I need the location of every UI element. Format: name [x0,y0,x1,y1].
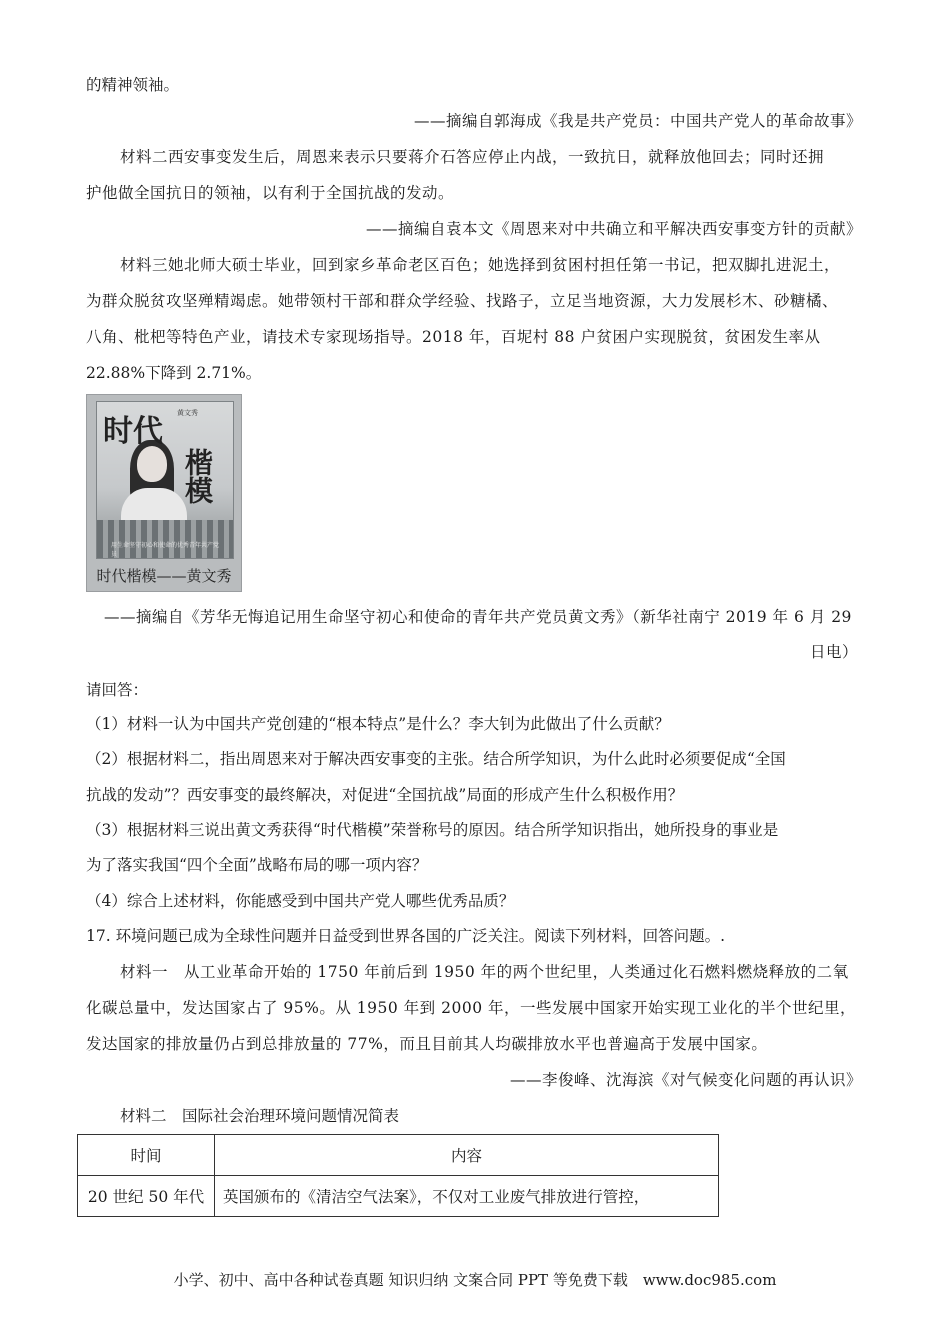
material-3-line: 为群众脱贫攻坚殚精竭虑。她带领村干部和群众学经验、找路子，立足当地资源，大力发展杉木、砂糖橘、 [86,292,839,310]
material-1-line: 材料一 从工业革命开始的 1750 年前后到 1950 年的两个世纪里，人类通过化石燃料燃烧释放的二氧 [120,963,849,981]
material-2-title: 材料二 国际社会治理环境问题情况简表 [120,1107,400,1125]
question-17: 17. 环境问题已成为全球性问题并日益受到世界各国的广泛关注。阅读下列材料，回答问题。. [86,927,726,945]
citation: ——摘编自郭海成《我是共产党员：中国共产党人的革命故事》 [413,112,862,130]
material-3-line: 22.88%下降到 2.71%。 [86,364,262,382]
header-time: 时间 [78,1135,215,1176]
portrait-face [137,446,167,482]
poster-image [96,401,234,559]
table-row [78,1176,719,1217]
cell-content: 英国颁布的《清洁空气法案》，不仅对工业废气排放进行管控， [215,1176,719,1217]
question-4: （4）综合上述材料，你能感受到中国共产党人哪些优秀品质？ [86,892,515,910]
question-3: （3）根据材料三说出黄文秀获得“时代楷模”荣誉称号的原因。结合所学知识指出，她所投身的事业是 [86,821,779,839]
table-header-row [78,1135,719,1176]
material-1-line: 化碳总量中，发达国家占了 95%。从 1950 年到 2000 年，一些发展中国家开始实现工业化的半个世纪里， [86,999,856,1017]
text-line: 的精神领袖。 [86,76,180,94]
poster-title-1: 时代 [103,414,163,449]
header-content: 内容 [215,1135,719,1176]
citation: ——李俊峰、沈海滨《对气候变化问题的再认识》 [509,1071,862,1089]
poster-slogan: 用生命坚守初心和使命的优秀青年共产党员 [111,542,220,558]
page-footer: 小学、初中、高中各种试卷真题 知识归纳 文案合同 PPT 等免费下载 www.doc985.com [173,1271,777,1289]
poster-photo [86,394,242,592]
photo-caption: 时代楷模——黄文秀 [96,567,232,585]
poster-name: 黄文秀 [177,409,198,417]
photo-source-date: 日电） [809,643,858,661]
question-1: （1）材料一认为中国共产党创建的“根本特点”是什么？李大钊为此做出了什么贡献？ [86,715,670,733]
material-2-line: 材料二西安事变发生后，周恩来表示只要蒋介石答应停止内战，一致抗日，就释放他回去；同时还拥 [120,148,825,166]
material-3-line: 材料三她北师大硕士毕业，回到家乡革命老区百色；她选择到贫困村担任第一书记，把双脚扎进泥土， [120,256,841,274]
question-2-cont: 抗战的发动”？西安事变的最终解决，对促进“全国抗战”局面的形成产生什么积极作用？ [86,786,684,804]
material-1-line: 发达国家的排放量仍占到总排放量的 77%，而且目前其人均碳排放水平也普遍高于发展中国家。 [86,1035,768,1053]
question-2: （2）根据材料二，指出周恩来对于解决西安事变的主张。结合所学知识，为什么此时必须要促成“全国 [86,750,786,768]
material-3-line: 八角、枇杷等特色产业，请技术专家现场指导。2018 年，百坭村 88 户贫困户实现脱贫，贫困发生率从 [86,328,821,346]
poster-title-2: 楷模 [181,448,214,504]
governance-table [77,1134,719,1217]
citation: ——摘编自袁本文《周恩来对中共确立和平解决西安事变方针的贡献》 [365,220,862,238]
cell-time: 20 世纪 50 年代 [78,1176,215,1217]
answer-prompt: 请回答： [86,681,149,699]
photo-source: ——摘编自《芳华无悔追记用生命坚守初心和使命的青年共产党员黄文秀》（新华社南宁 2019 年 6 月 29 [104,608,852,626]
material-2-line: 护他做全国抗日的领袖，以有利于全国抗战的发动。 [86,184,455,202]
question-3-cont: 为了落实我国“四个全面”战略布局的哪一项内容？ [86,856,428,874]
